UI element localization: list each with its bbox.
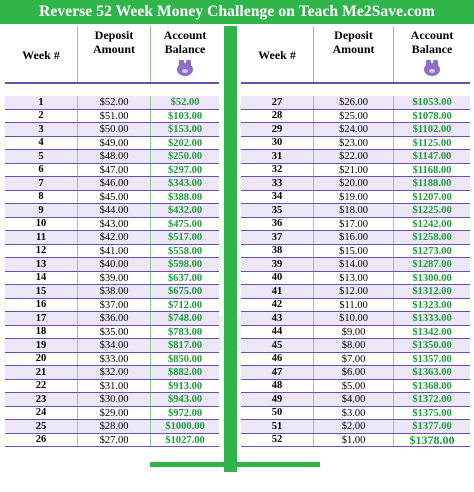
balance-column-header: [150, 26, 219, 82]
deposit-cell: $6.00: [313, 366, 393, 379]
table-body: [5, 96, 219, 447]
week-cell: 33: [271, 177, 283, 189]
table-row: [241, 285, 470, 299]
deposit-cell: $14.00: [313, 258, 393, 271]
balance-cell: $817.00: [150, 339, 219, 352]
balance-cell: $882.00: [150, 366, 219, 379]
week-cell: 48: [271, 380, 283, 391]
week-cell: 17: [35, 312, 47, 324]
balance-cell: $972.00: [150, 407, 219, 420]
table-row: [5, 353, 219, 367]
balance-cell: $598.00: [150, 258, 219, 271]
table-row: [241, 191, 470, 205]
header-gap: [5, 84, 219, 96]
deposit-cell: $7.00: [313, 353, 393, 366]
balance-cell: $1368.00: [393, 380, 470, 393]
deposit-cell: $36.00: [77, 312, 150, 325]
week-cell: 38: [271, 245, 283, 256]
table-row: [241, 245, 470, 259]
deposit-cell: $40.00: [77, 258, 150, 271]
deposit-cell: $49.00: [77, 137, 150, 150]
balance-cell: $103.00: [150, 110, 219, 123]
table-row: [5, 123, 219, 137]
balance-cell: $850.00: [150, 353, 219, 366]
deposit-cell: $19.00: [313, 191, 393, 204]
deposit-cell: $25.00: [313, 110, 393, 123]
week-cell: 20: [35, 353, 47, 364]
deposit-cell: $47.00: [77, 164, 150, 177]
table-row: [5, 204, 219, 218]
balance-cell: $1342.00: [393, 326, 470, 339]
header-gap: [241, 84, 470, 96]
deposit-cell: $33.00: [77, 353, 150, 366]
balance-header-line2: Balance: [411, 42, 453, 56]
table-row: [241, 96, 470, 110]
table-row: [5, 258, 219, 272]
table-body: [241, 96, 470, 447]
balance-cell: $1377.00: [393, 420, 470, 433]
week-cell: 30: [271, 137, 283, 148]
deposit-cell: $20.00: [313, 177, 393, 190]
week-cell: 46: [271, 353, 283, 364]
balance-cell: $202.00: [150, 137, 219, 150]
deposit-cell: $30.00: [77, 393, 150, 406]
week-cell: 16: [35, 299, 47, 310]
deposit-cell: $41.00: [77, 245, 150, 258]
weeks-1-26-table: [5, 26, 219, 447]
balance-cell: $1357.00: [393, 353, 470, 366]
deposit-cell: $3.00: [313, 407, 393, 420]
balance-cell: $943.00: [150, 393, 219, 406]
deposit-cell: $31.00: [77, 380, 150, 393]
table-row: [241, 366, 470, 380]
deposit-cell: $28.00: [77, 420, 150, 433]
deposit-cell: $9.00: [313, 326, 393, 339]
deposit-cell: $8.00: [313, 339, 393, 352]
week-cell: 28: [271, 110, 283, 121]
table-row: [241, 407, 470, 421]
table-row: [241, 339, 470, 353]
table-row: [241, 137, 470, 151]
table-row: [5, 380, 219, 394]
balance-cell: $1027.00: [150, 434, 219, 447]
week-cell: 41: [271, 285, 283, 297]
table-row: [5, 285, 219, 299]
balance-cell: $343.00: [150, 177, 219, 190]
week-cell: 27: [271, 96, 283, 108]
table-row: [5, 150, 219, 164]
balance-header-line1: Account: [163, 28, 207, 42]
table-row: [5, 110, 219, 124]
deposit-cell: $37.00: [77, 299, 150, 312]
balance-cell: $1102.00: [393, 123, 470, 136]
balance-cell: $1125.00: [393, 137, 470, 150]
balance-cell: $517.00: [150, 231, 219, 244]
balance-cell: $1258.00: [393, 231, 470, 244]
balance-cell: $1375.00: [393, 407, 470, 420]
table-row: [241, 204, 470, 218]
week-cell: 14: [35, 272, 47, 283]
balance-cell: $637.00: [150, 272, 219, 285]
deposit-cell: $50.00: [77, 123, 150, 136]
balance-cell: $1323.00: [393, 299, 470, 312]
table-row: [241, 110, 470, 124]
deposit-cell: $26.00: [313, 96, 393, 109]
balance-cell: $1273.00: [393, 245, 470, 258]
table-row: [241, 312, 470, 326]
table-row: [241, 150, 470, 164]
week-cell: 10: [35, 218, 47, 229]
deposit-header-line1: Deposit: [334, 28, 373, 42]
week-cell: 11: [36, 231, 46, 243]
balance-cell: $1350.00: [393, 339, 470, 352]
table-row: [5, 164, 219, 178]
piggy-bank-icon: [423, 59, 441, 77]
week-cell: 15: [35, 285, 47, 297]
bottom-accent-bar: [150, 462, 320, 467]
week-cell: 5: [38, 150, 44, 162]
week-cell: 50: [271, 407, 283, 418]
table-row: [5, 407, 219, 421]
deposit-cell: $39.00: [77, 272, 150, 285]
deposit-cell: $46.00: [77, 177, 150, 190]
deposit-cell: $42.00: [77, 231, 150, 244]
table-row: [241, 434, 470, 448]
table-row: [5, 137, 219, 151]
deposit-cell: $11.00: [313, 299, 393, 312]
deposit-cell: $43.00: [77, 218, 150, 231]
deposit-cell: $48.00: [77, 150, 150, 163]
table-row: [241, 272, 470, 286]
weeks-27-52-table: [241, 26, 470, 447]
table-row: [241, 353, 470, 367]
table-row: [241, 393, 470, 407]
balance-cell: $1300.00: [393, 272, 470, 285]
deposit-cell: $16.00: [313, 231, 393, 244]
deposit-header-line1: Deposit: [94, 28, 134, 42]
week-cell: 36: [271, 218, 283, 229]
week-cell: 43: [271, 312, 283, 324]
week-cell: 39: [271, 258, 283, 270]
title-banner: [0, 0, 474, 24]
week-cell: 32: [271, 164, 283, 175]
deposit-cell: $21.00: [313, 164, 393, 177]
table-row: [241, 177, 470, 191]
piggy-bank-icon: [176, 59, 194, 77]
table-row: [5, 326, 219, 340]
table-row: [241, 380, 470, 394]
balance-cell: $388.00: [150, 191, 219, 204]
balance-cell: $783.00: [150, 326, 219, 339]
table-row: [241, 123, 470, 137]
deposit-cell: $27.00: [77, 434, 150, 447]
deposit-cell: $22.00: [313, 150, 393, 163]
week-cell: 22: [35, 380, 47, 391]
deposit-cell: $35.00: [77, 326, 150, 339]
deposit-cell: $12.00: [313, 285, 393, 298]
table-row: [5, 96, 219, 110]
balance-cell: $475.00: [150, 218, 219, 231]
deposit-cell: $24.00: [313, 123, 393, 136]
week-cell: 6: [38, 164, 44, 175]
week-cell: 31: [271, 150, 283, 162]
deposit-cell: $15.00: [313, 245, 393, 258]
table-header: [5, 26, 219, 84]
week-cell: 45: [271, 339, 283, 351]
deposit-cell: $4.00: [313, 393, 393, 406]
table-row: [5, 366, 219, 380]
balance-cell: $748.00: [150, 312, 219, 325]
center-divider: [224, 26, 237, 472]
deposit-cell: $13.00: [313, 272, 393, 285]
balance-cell: $52.00: [150, 96, 219, 109]
week-cell: 49: [271, 393, 283, 405]
table-row: [241, 164, 470, 178]
table-row: [5, 218, 219, 232]
balance-cell: $1188.00: [393, 177, 470, 190]
week-cell: 1: [38, 96, 44, 108]
balance-cell: $1287.00: [393, 258, 470, 271]
balance-cell: $1168.00: [393, 164, 470, 177]
deposit-header-line2: Amount: [92, 42, 135, 56]
deposit-cell: $17.00: [313, 218, 393, 231]
balance-cell: $1378.00: [393, 434, 470, 447]
balance-header-line2: Balance: [164, 42, 206, 56]
deposit-cell: $2.00: [313, 420, 393, 433]
table-row: [5, 272, 219, 286]
week-cell: 52: [271, 434, 283, 445]
table-row: [5, 177, 219, 191]
table-row: [241, 231, 470, 245]
balance-cell: $1372.00: [393, 393, 470, 406]
table-row: [5, 191, 219, 205]
table-row: [5, 339, 219, 353]
balance-cell: $432.00: [150, 204, 219, 217]
table-row: [241, 299, 470, 313]
table-row: [5, 393, 219, 407]
balance-cell: $1363.00: [393, 366, 470, 379]
balance-cell: $1147.00: [393, 150, 470, 163]
week-cell: 44: [271, 326, 283, 337]
table-row: [5, 420, 219, 434]
deposit-cell: $29.00: [77, 407, 150, 420]
balance-cell: $712.00: [150, 299, 219, 312]
deposit-cell: $44.00: [77, 204, 150, 217]
deposit-cell: $38.00: [77, 285, 150, 298]
week-cell: 37: [271, 231, 283, 243]
balance-cell: $675.00: [150, 285, 219, 298]
balance-cell: $1000.00: [150, 420, 219, 433]
week-column-header: Week #: [22, 48, 60, 62]
week-cell: 47: [271, 366, 283, 378]
table-row: [5, 245, 219, 259]
week-cell: 24: [35, 407, 47, 418]
week-cell: 2: [38, 110, 44, 121]
balance-header-line1: Account: [410, 28, 454, 42]
table-row: [5, 231, 219, 245]
deposit-cell: $34.00: [77, 339, 150, 352]
week-cell: 13: [35, 258, 47, 270]
week-cell: 8: [38, 191, 44, 202]
balance-cell: $1333.00: [393, 312, 470, 325]
balance-cell: $297.00: [150, 164, 219, 177]
deposit-cell: $10.00: [313, 312, 393, 325]
balance-cell: $153.00: [150, 123, 219, 136]
week-cell: 21: [35, 366, 47, 378]
balance-cell: $250.00: [150, 150, 219, 163]
week-column-header: Week #: [258, 48, 296, 62]
week-cell: 12: [35, 245, 47, 256]
deposit-header-line2: Amount: [332, 42, 375, 56]
deposit-cell: $32.00: [77, 366, 150, 379]
week-cell: 7: [38, 177, 44, 189]
table-row: [241, 258, 470, 272]
deposit-cell: $18.00: [313, 204, 393, 217]
week-cell: 34: [271, 191, 283, 202]
deposit-cell: $23.00: [313, 137, 393, 150]
week-cell: 51: [271, 420, 283, 432]
balance-cell: $1312.00: [393, 285, 470, 298]
week-cell: 35: [271, 204, 283, 216]
table-row: [5, 434, 219, 448]
balance-cell: $1053.00: [393, 96, 470, 109]
deposit-column-header: [77, 26, 150, 82]
week-cell: 25: [35, 420, 47, 432]
deposit-cell: $52.00: [77, 96, 150, 109]
week-cell: 4: [38, 137, 44, 148]
table-row: [241, 326, 470, 340]
balance-cell: $558.00: [150, 245, 219, 258]
table-row: [5, 299, 219, 313]
deposit-cell: $45.00: [77, 191, 150, 204]
week-cell: 29: [271, 123, 283, 135]
table-header: [241, 26, 470, 84]
table-row: [241, 420, 470, 434]
page-title: Reverse 52 Week Money Challenge on Teach Me2Save.com: [39, 3, 435, 20]
week-cell: 3: [38, 123, 44, 135]
table-row: [241, 218, 470, 232]
week-cell: 9: [38, 204, 44, 216]
deposit-cell: $1.00: [313, 434, 393, 447]
balance-cell: $1242.00: [393, 218, 470, 231]
table-row: [5, 312, 219, 326]
week-cell: 18: [35, 326, 47, 337]
balance-cell: $913.00: [150, 380, 219, 393]
week-cell: 23: [35, 393, 47, 405]
deposit-column-header: [313, 26, 393, 82]
balance-cell: $1078.00: [393, 110, 470, 123]
balance-cell: $1225.00: [393, 204, 470, 217]
balance-column-header: [393, 26, 470, 82]
week-cell: 40: [271, 272, 283, 283]
week-cell: 19: [35, 339, 47, 351]
week-cell: 26: [35, 434, 47, 445]
week-cell: 42: [271, 299, 283, 310]
deposit-cell: $51.00: [77, 110, 150, 123]
balance-cell: $1207.00: [393, 191, 470, 204]
deposit-cell: $5.00: [313, 380, 393, 393]
